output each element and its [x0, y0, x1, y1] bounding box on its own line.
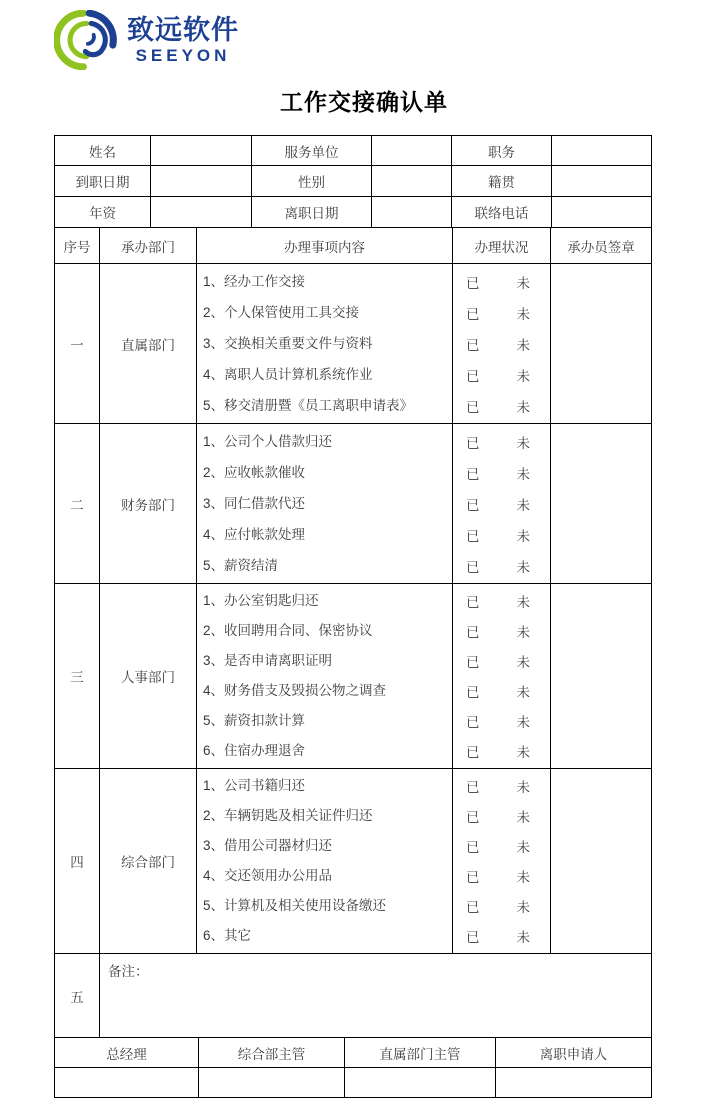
value-years-of-service: [151, 197, 252, 228]
seeyon-logo: [54, 10, 239, 70]
section-signature-cell: [551, 584, 652, 769]
section-items: [197, 264, 453, 424]
value-resign-date: [372, 197, 452, 228]
status-line: [453, 736, 550, 766]
signer-label-direct-dept-supervisor: 直属部门主管: [345, 1038, 496, 1068]
status-done-label: 已: [466, 595, 480, 610]
item-line: 4、财务借支及毁损公物之调查: [203, 683, 387, 698]
item-line: 4、应付帐款处理: [203, 527, 306, 542]
status-done-label: 已: [466, 337, 480, 353]
item-line: 3、同仁借款代还: [203, 496, 306, 511]
status-line: [453, 921, 550, 951]
section-row-4: [55, 769, 652, 954]
label-years-of-service: 年资: [55, 197, 151, 228]
section-department: 综合部门: [100, 769, 197, 954]
status-done-label: 已: [466, 528, 480, 544]
section-row-1: [55, 264, 652, 424]
status-done-label: 已: [466, 399, 480, 415]
brand-name-en: SEEYON: [135, 45, 231, 65]
item-line: 2、车辆钥匙及相关证件归还: [203, 808, 373, 823]
seeyon-swirl-icon: [54, 10, 118, 70]
item-line: 2、收回聘用合同、保密协议: [203, 623, 373, 638]
status-not-done-label: 未: [516, 528, 530, 544]
status-line: [453, 488, 550, 519]
brand-name-cn: 致远软件: [127, 15, 239, 46]
item-line: 4、离职人员计算机系统作业: [203, 367, 373, 382]
label-start-date: 到职日期: [55, 166, 151, 197]
item-line: 1、公司书籍归还: [203, 778, 306, 793]
status-not-done-label: 未: [516, 337, 530, 353]
section-items: [197, 584, 453, 769]
section-department: 直属部门: [100, 264, 197, 424]
section-no: 一: [55, 264, 100, 424]
label-gender: 性别: [252, 166, 372, 197]
signature-box-general-manager: [55, 1068, 199, 1098]
item-line: 4、交还领用办公用品: [203, 868, 333, 883]
status-done-label: 已: [466, 625, 480, 640]
section-status: [453, 424, 551, 584]
status-line: [453, 891, 550, 921]
status-not-done-label: 未: [516, 715, 530, 730]
status-not-done-label: 未: [516, 780, 530, 795]
col-header-signature: 承办员签章: [551, 228, 652, 264]
item-line: 5、薪资结清: [203, 558, 279, 573]
status-done-label: 已: [466, 275, 480, 291]
section-no: 二: [55, 424, 100, 584]
status-done-label: 已: [466, 780, 480, 795]
status-done-label: 已: [466, 870, 480, 885]
status-done-label: 已: [466, 810, 480, 825]
section-items: [197, 424, 453, 584]
status-line: [453, 586, 550, 616]
col-header-seq: 序号: [55, 228, 100, 264]
item-line: 3、交换相关重要文件与资料: [203, 336, 373, 351]
status-done-label: 已: [466, 715, 480, 730]
col-header-status: 办理状况: [453, 228, 551, 264]
status-line: [453, 676, 550, 706]
status-line: [453, 297, 550, 328]
personal-info-grid: [55, 136, 652, 228]
status-not-done-label: 未: [516, 435, 530, 451]
label-name: 姓名: [55, 136, 151, 166]
label-position: 职务: [452, 136, 552, 166]
remark-label: 备注：: [108, 964, 149, 979]
signature-box-row: [55, 1068, 652, 1098]
status-done-label: 已: [466, 559, 480, 575]
status-not-done-label: 未: [516, 559, 530, 575]
status-done-label: 已: [466, 655, 480, 670]
item-line: 1、公司个人借款归还: [203, 434, 333, 449]
item-line: 1、经办工作交接: [203, 274, 306, 289]
col-header-department: 承办部门: [100, 228, 197, 264]
status-not-done-label: 未: [516, 810, 530, 825]
section-no: 三: [55, 584, 100, 769]
checklist-sections: [55, 264, 652, 954]
status-done-label: 已: [466, 435, 480, 451]
item-line: 2、应收帐款催收: [203, 465, 306, 480]
status-line: [453, 266, 550, 297]
status-line: [453, 550, 550, 581]
status-line: [453, 616, 550, 646]
status-not-done-label: 未: [516, 900, 530, 915]
status-done-label: 已: [466, 900, 480, 915]
status-line: [453, 646, 550, 676]
status-line: [453, 390, 550, 421]
status-not-done-label: 未: [516, 870, 530, 885]
status-done-label: 已: [466, 840, 480, 855]
item-line: 5、移交清册暨《员工离职申请表》: [203, 398, 414, 413]
remark-row: [55, 954, 652, 1038]
value-service-unit: [372, 136, 452, 166]
section-row-2: [55, 424, 652, 584]
status-done-label: 已: [466, 306, 480, 322]
item-line: 6、其它: [203, 928, 252, 943]
status-not-done-label: 未: [516, 368, 530, 384]
status-done-label: 已: [466, 745, 480, 760]
status-line: [453, 771, 550, 801]
signer-label-resignation-applicant: 离职申请人: [496, 1038, 652, 1068]
signer-label-admin-dept-supervisor: 综合部主管: [199, 1038, 345, 1068]
section-row-3: [55, 584, 652, 769]
value-name: [151, 136, 252, 166]
status-line: [453, 328, 550, 359]
section-signature-cell: [551, 769, 652, 954]
status-not-done-label: 未: [516, 399, 530, 415]
value-position: [552, 136, 652, 166]
item-line: 3、是否申请离职证明: [203, 653, 333, 668]
value-start-date: [151, 166, 252, 197]
section-signature-cell: [551, 424, 652, 584]
label-native-place: 籍贯: [452, 166, 552, 197]
section-no: 四: [55, 769, 100, 954]
signature-box-resignation-applicant: [496, 1068, 652, 1098]
status-not-done-label: 未: [516, 655, 530, 670]
status-not-done-label: 未: [516, 497, 530, 513]
section-items: [197, 769, 453, 954]
label-contact-phone: 联络电话: [452, 197, 552, 228]
item-line: 1、办公室钥匙归还: [203, 593, 319, 608]
status-done-label: 已: [466, 497, 480, 513]
remark-area: [100, 954, 652, 1038]
status-line: [453, 831, 550, 861]
signer-label-general-manager: 总经理: [55, 1038, 199, 1068]
status-not-done-label: 未: [516, 466, 530, 482]
status-not-done-label: 未: [516, 745, 530, 760]
signature-box-admin-dept-supervisor: [199, 1068, 345, 1098]
status-not-done-label: 未: [516, 840, 530, 855]
section-department: 财务部门: [100, 424, 197, 584]
section-signature-cell: [551, 264, 652, 424]
status-not-done-label: 未: [516, 685, 530, 700]
status-not-done-label: 未: [516, 595, 530, 610]
status-line: [453, 706, 550, 736]
signer-label-row: [55, 1038, 652, 1068]
value-native-place: [552, 166, 652, 197]
signature-box-direct-dept-supervisor: [345, 1068, 496, 1098]
status-not-done-label: 未: [516, 625, 530, 640]
value-contact-phone: [552, 197, 652, 228]
status-done-label: 已: [466, 466, 480, 482]
status-line: [453, 359, 550, 390]
status-done-label: 已: [466, 368, 480, 384]
remark-section-no: 五: [55, 954, 100, 1038]
section-status: [453, 769, 551, 954]
col-header-content: 办理事项内容: [197, 228, 453, 264]
status-not-done-label: 未: [516, 930, 530, 945]
status-not-done-label: 未: [516, 275, 530, 291]
section-status: [453, 584, 551, 769]
item-line: 3、借用公司器材归还: [203, 838, 333, 853]
item-line: 2、个人保管使用工具交接: [203, 305, 360, 320]
status-line: [453, 519, 550, 550]
page-title: 工作交接确认单: [280, 89, 448, 115]
item-line: 6、住宿办理退舍: [203, 743, 306, 758]
status-done-label: 已: [466, 685, 480, 700]
checklist-header-row: [55, 228, 652, 264]
status-done-label: 已: [466, 930, 480, 945]
value-gender: [372, 166, 452, 197]
item-line: 5、计算机及相关使用设备缴还: [203, 898, 387, 913]
status-line: [453, 861, 550, 891]
item-line: 5、薪资扣款计算: [203, 713, 306, 728]
status-line: [453, 457, 550, 488]
section-department: 人事部门: [100, 584, 197, 769]
label-resign-date: 离职日期: [252, 197, 372, 228]
status-line: [453, 801, 550, 831]
handover-form-table: [54, 135, 652, 1098]
label-service-unit: 服务单位: [252, 136, 372, 166]
status-not-done-label: 未: [516, 306, 530, 322]
status-line: [453, 426, 550, 457]
section-status: [453, 264, 551, 424]
